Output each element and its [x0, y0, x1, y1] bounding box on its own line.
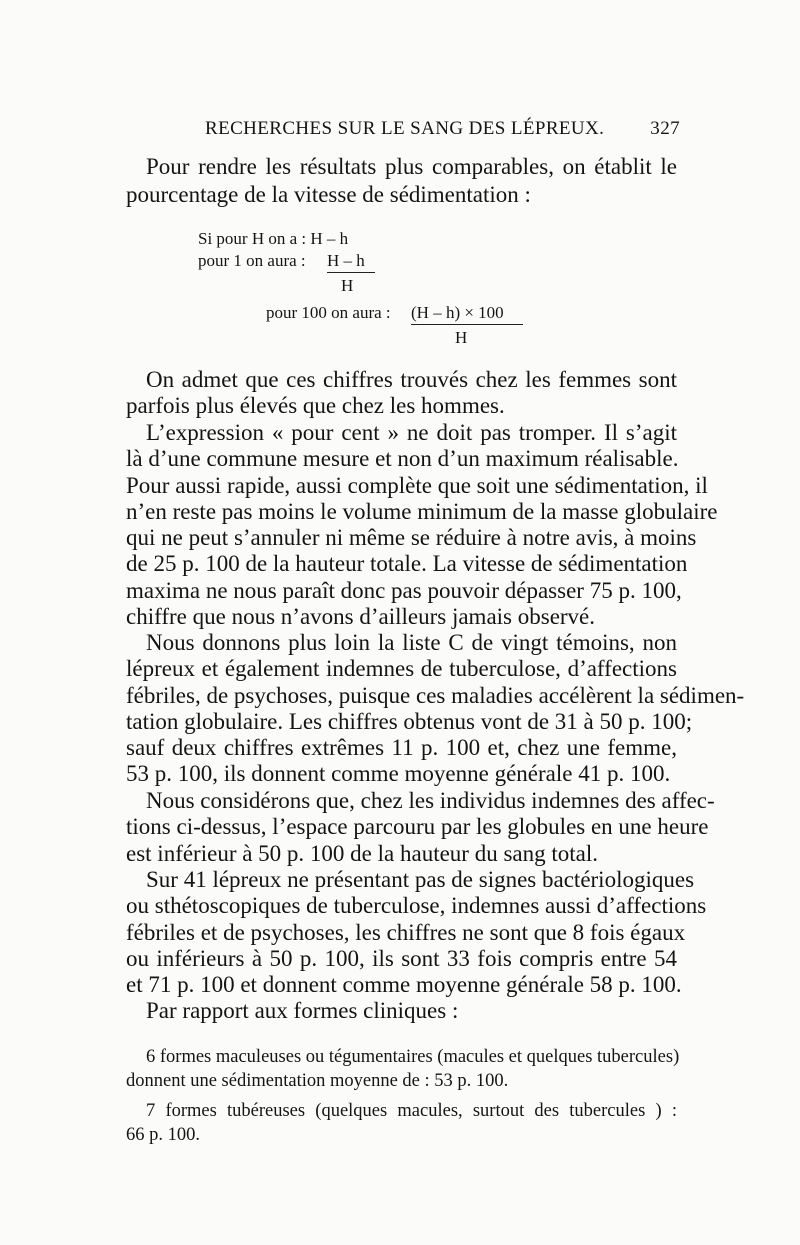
- text-line: Pour rendre les résultats plus comparables, on établit le: [146, 154, 677, 179]
- paragraph: [126, 998, 677, 1024]
- text-line: L’expression « pour cent » ne doit pas tromper. Il s’agit: [146, 420, 677, 445]
- text-line: tation globulaire. Les chiffres obtenus vont de 31 à 50 p. 100;: [126, 708, 693, 734]
- text-line: qui ne peut s’annuler ni même se réduire à notre avis, à moins: [126, 525, 697, 551]
- paragraph: [126, 420, 718, 630]
- text-line: On admet que ces chiffres trouvés chez les femmes sont: [146, 367, 677, 392]
- text-line: là d’une commune mesure et non d’un maximum réalisable.: [126, 446, 679, 472]
- text-line: Pour aussi rapide, aussi complète que soit une sédimentation, il: [126, 472, 708, 498]
- footnote-line: 7 formes tubéreuses (quelques macules, surtout des tubercules ) :: [146, 1101, 677, 1121]
- text-line: n’en reste pas moins le volume minimum de la masse globulaire: [126, 498, 718, 524]
- text-line: tions ci-dessus, l’espace parcouru par les globules en une heure: [126, 814, 709, 840]
- text-line: ou inférieurs à 50 p. 100, ils sont 33 fois compris entre 54: [126, 945, 677, 971]
- formula-line-3-label: pour 100 on aura :: [266, 303, 391, 322]
- text-line: maxima ne nous paraît donc pas pouvoir dépasser 75 p. 100,: [126, 577, 682, 603]
- paragraph: [126, 630, 745, 788]
- text-line: Sur 41 lépreux ne présentant pas de signes bactériologiques: [146, 867, 695, 892]
- paragraph: [126, 367, 677, 420]
- footnote-line: 66 p. 100.: [126, 1125, 200, 1145]
- text-line: fébriles, de psychoses, puisque ces maladies accélèrent la sédimen-: [126, 682, 745, 708]
- text-line: est inférieur à 50 p. 100 de la hauteur du sang total.: [126, 840, 598, 866]
- text-line: pourcentage de la vitesse de sédimentation :: [126, 182, 531, 207]
- footnotes: [126, 1045, 680, 1147]
- formula-line-3-denominator: H: [455, 328, 468, 347]
- footnote: [126, 1045, 680, 1093]
- formula-block: [0, 0, 800, 360]
- footnote: [126, 1099, 677, 1147]
- text-line: ou sthétoscopiques de tuberculose, indemnes aussi d’affections: [126, 893, 707, 919]
- footnote-line: donnent une sédimentation moyenne de : 53 p. 100.: [126, 1071, 509, 1091]
- fraction-bar: [327, 272, 375, 273]
- text-line: 53 p. 100, ils donnent comme moyenne générale 41 p. 100.: [126, 761, 671, 787]
- paragraph: [126, 867, 707, 998]
- footnote-line: 6 formes maculeuses ou tégumentaires (macules et quelques tubercules): [146, 1047, 680, 1067]
- text-line: Par rapport aux formes cliniques :: [146, 998, 459, 1023]
- text-line: Nous considérons que, chez les individus indemnes des affec-: [146, 788, 715, 813]
- paragraph: [126, 788, 715, 867]
- formula-line-2-label: pour 1 on aura :: [198, 251, 306, 270]
- text-line: Nous donnons plus loin la liste C de vingt témoins, non: [146, 630, 677, 655]
- page-number: 327: [650, 118, 680, 139]
- text-line: sauf deux chiffres extrêmes 11 p. 100 et, chez une femme,: [126, 735, 677, 761]
- text-line: parfois plus élevés que chez les hommes.: [126, 393, 505, 419]
- text-line: et 71 p. 100 et donnent comme moyenne générale 58 p. 100.: [126, 972, 682, 998]
- text-line: chiffre que nous n’avons d’ailleurs jamais observé.: [126, 604, 596, 630]
- text-line: de 25 p. 100 de la hauteur totale. La vitesse de sédimentation: [126, 551, 688, 577]
- formula-line-1: Si pour H on a : H – h: [198, 229, 349, 248]
- fraction-bar: [411, 324, 523, 325]
- running-head-title: RECHERCHES SUR LE SANG DES LÉPREUX.: [205, 118, 605, 139]
- formula-line-2-numerator: H – h: [327, 251, 365, 270]
- formula-line-2-denominator: H: [341, 276, 354, 295]
- text-line: fébriles et de psychoses, les chiffres ne sont que 8 fois égaux: [126, 919, 686, 945]
- formula-line-3-numerator: (H – h) × 100: [411, 303, 504, 322]
- text-line: lépreux et également indemnes de tuberculose, d’affections: [126, 656, 677, 682]
